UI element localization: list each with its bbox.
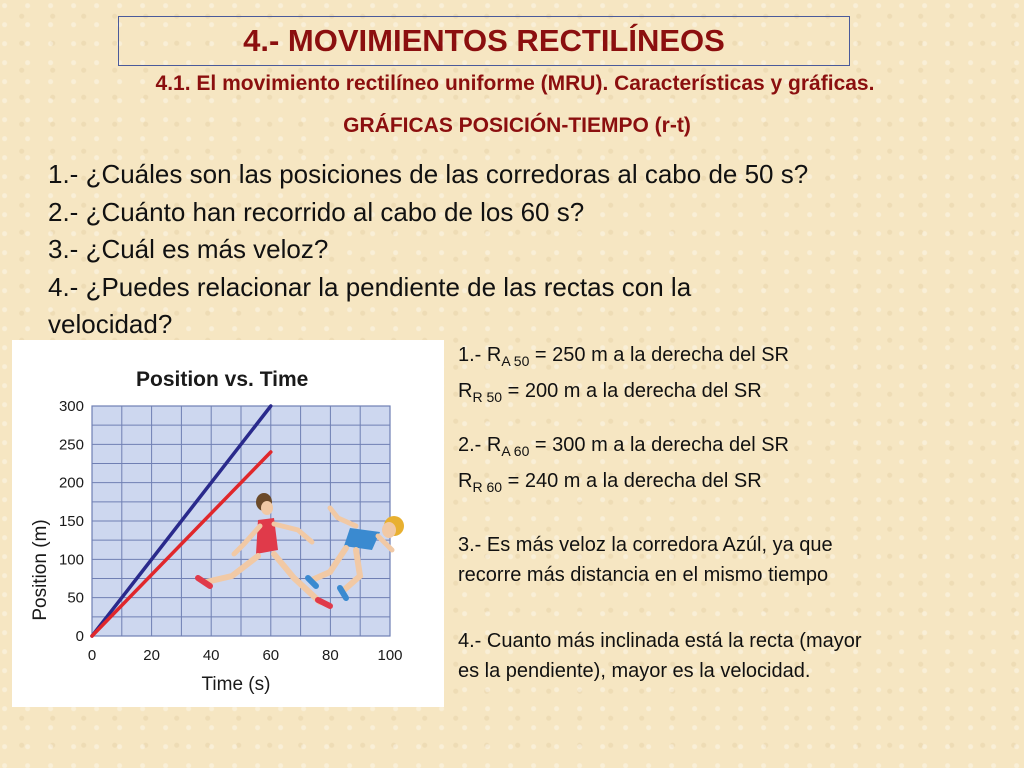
answer-4-line-1: 4.- Cuanto más inclinada está la recta (mayor bbox=[458, 630, 862, 652]
answer-2b-prefix: R bbox=[458, 470, 473, 492]
y-tick-label: 250 bbox=[58, 436, 84, 454]
y-tick-label: 200 bbox=[58, 474, 84, 492]
title-box bbox=[118, 16, 850, 66]
y-tick-label: 300 bbox=[58, 398, 84, 415]
subtitle: 4.1. El movimiento rectilíneo uniforme (MRU). Características y gráficas. bbox=[155, 72, 875, 95]
question-3: 3.- ¿Cuál es más veloz? bbox=[48, 234, 329, 264]
chart-svg bbox=[12, 340, 444, 707]
y-tick-label: 0 bbox=[75, 628, 84, 645]
x-tick-label: 80 bbox=[322, 647, 339, 664]
answer-2 bbox=[458, 430, 789, 502]
x-tick-label: 40 bbox=[202, 647, 220, 664]
position-time-chart bbox=[12, 340, 444, 707]
chart-title: Position vs. Time bbox=[136, 368, 309, 391]
x-tick-labels bbox=[88, 647, 403, 664]
questions-list bbox=[48, 156, 998, 344]
question-2: 2.- ¿Cuánto han recorrido al cabo de los 60 s? bbox=[48, 196, 585, 227]
answer-1-sub: A 50 bbox=[501, 353, 530, 369]
answer-1b-prefix: R bbox=[458, 380, 473, 402]
y-tick-label: 150 bbox=[58, 513, 84, 530]
y-axis-label: Position (m) bbox=[30, 519, 51, 621]
answer-3 bbox=[458, 530, 833, 590]
answer-1-prefix: 1.- R bbox=[458, 344, 502, 366]
section-title: GRÁFICAS POSICIÓN-TIEMPO (r-t) bbox=[343, 114, 691, 137]
page-title: 4.- MOVIMIENTOS RECTILÍNEOS bbox=[243, 23, 725, 58]
answer-1b-sub: R 50 bbox=[472, 389, 503, 405]
question-4: 4.- ¿Puedes relacionar la pendiente de las rectas con la bbox=[48, 271, 692, 302]
answer-1b-text: = 200 m a la derecha del SR bbox=[502, 380, 762, 402]
answer-2b-sub: R 60 bbox=[472, 479, 503, 495]
answer-4-line-2: es la pendiente), mayor es la velocidad. bbox=[458, 660, 811, 682]
answer-3-line-2: recorre más distancia en el mismo tiempo bbox=[458, 564, 829, 586]
x-tick-label: 60 bbox=[262, 647, 280, 664]
answer-2-sub: A 60 bbox=[501, 443, 530, 459]
x-tick-label: 100 bbox=[377, 647, 403, 664]
answer-2-prefix: 2.- R bbox=[458, 434, 502, 456]
answer-2b-text: = 240 m a la derecha del SR bbox=[502, 470, 762, 492]
y-tick-label: 100 bbox=[58, 551, 84, 569]
question-1: 1.- ¿Cuáles son las posiciones de las corredoras al cabo de 50 s? bbox=[48, 159, 809, 189]
answer-2-text: = 300 m a la derecha del SR bbox=[529, 434, 789, 456]
answer-1-text: = 250 m a la derecha del SR bbox=[529, 344, 789, 366]
x-axis-label: Time (s) bbox=[201, 674, 271, 695]
x-tick-label: 20 bbox=[143, 647, 160, 664]
y-tick-labels bbox=[59, 398, 84, 645]
question-4-cont: velocidad? bbox=[48, 309, 173, 339]
y-tick-label: 50 bbox=[67, 589, 84, 607]
answer-3-line-1: 3.- Es más veloz la corredora Azúl, ya que bbox=[458, 534, 833, 556]
answer-1 bbox=[458, 340, 789, 412]
answer-4 bbox=[458, 626, 862, 686]
x-tick-label: 0 bbox=[87, 647, 97, 664]
